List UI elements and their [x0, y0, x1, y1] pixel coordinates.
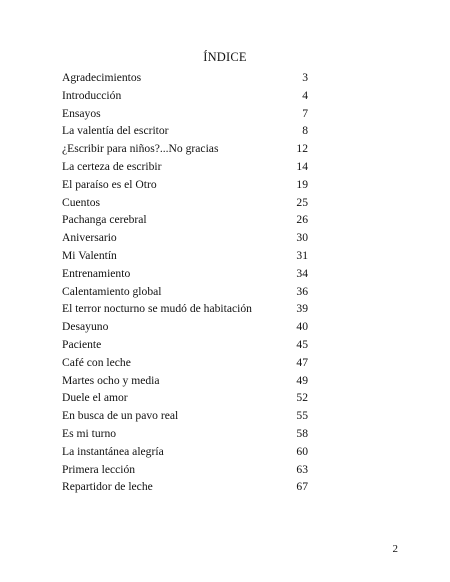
toc-entry-page: 52 [296, 391, 308, 405]
toc-entry-title: El terror nocturno se mudó de habitación [62, 302, 252, 316]
toc-entry-title: Agradecimientos [62, 71, 142, 84]
toc-entry-page: 39 [296, 302, 308, 316]
toc-entry-page: 30 [296, 231, 308, 245]
toc-entry [62, 443, 308, 461]
toc-entry [62, 229, 308, 247]
toc-entry-page: 49 [296, 373, 308, 387]
page-number: 2 [392, 543, 398, 555]
toc-entry-page: 45 [296, 337, 308, 351]
toc-entry [62, 211, 308, 229]
toc-entry [62, 265, 308, 283]
toc-entry [62, 176, 308, 194]
toc-entry-title: Cuentos [62, 195, 101, 209]
toc-entry [62, 247, 308, 265]
toc-entry-page: 19 [296, 177, 308, 191]
toc-entry [62, 105, 308, 123]
toc-entry [62, 478, 308, 496]
toc-entry-page: 60 [296, 444, 308, 458]
toc-entry-page: 4 [302, 88, 308, 102]
toc-entry-title: Aniversario [62, 231, 117, 245]
toc-entry [62, 283, 308, 301]
toc-entry-page: 31 [296, 248, 308, 262]
toc-entry-page: 67 [296, 480, 308, 494]
toc-entry-title: En busca de un pavo real [62, 409, 179, 423]
toc-entry [62, 354, 308, 372]
toc-entry [62, 300, 308, 318]
toc-entry-title: Café con leche [62, 355, 131, 369]
toc-entry-page: 34 [296, 266, 308, 280]
toc-entry-title: Introducción [62, 88, 122, 102]
toc-entry-title: Primera lección [62, 462, 136, 476]
toc-entry-page: 14 [296, 159, 308, 173]
toc-entry [62, 407, 308, 425]
toc-entry [62, 158, 308, 176]
toc-entry-title: Mi Valentín [62, 248, 117, 262]
toc-entry [62, 461, 308, 479]
toc-entry-page: 3 [302, 71, 308, 84]
toc-entry-page: 8 [302, 124, 308, 138]
toc-entry-page: 63 [296, 462, 308, 476]
toc-entry-page: 55 [296, 409, 308, 423]
toc-entry [62, 122, 308, 140]
index-title: ÍNDICE [203, 50, 247, 64]
toc-entry [62, 372, 308, 390]
toc-entry-title: Ensayos [62, 106, 101, 120]
toc-entry [62, 140, 308, 158]
toc-entry-title: El paraíso es el Otro [62, 177, 157, 191]
toc-entry-title: La instantánea alegría [62, 444, 164, 458]
toc-entry-page: 7 [302, 106, 308, 120]
toc-entry [62, 69, 308, 87]
toc-entry-title: Pachanga cerebral [62, 213, 147, 227]
toc-entry [62, 194, 308, 212]
toc-entry-title: Repartidor de leche [62, 480, 153, 494]
toc-entry-title: Duele el amor [62, 391, 128, 405]
toc-entry-title: Paciente [62, 337, 102, 351]
toc-entry [62, 425, 308, 443]
toc-entry-page: 40 [296, 320, 308, 334]
toc-entry [62, 87, 308, 105]
toc-entry-title: ¿Escribir para niños?...No gracias [62, 142, 219, 156]
toc-entry-page: 26 [296, 213, 308, 227]
toc-entry-title: La valentía del escritor [62, 124, 169, 138]
toc-entry [62, 318, 308, 336]
toc-entry-page: 25 [296, 195, 308, 209]
toc-entry-page: 47 [296, 355, 308, 369]
table-of-contents [62, 69, 308, 496]
toc-entry [62, 336, 308, 354]
toc-entry-title: Es mi turno [62, 426, 117, 440]
toc-entry-title: La certeza de escribir [62, 159, 162, 173]
toc-entry-title: Martes ocho y media [62, 373, 160, 387]
toc-entry-page: 36 [296, 284, 308, 298]
toc-entry [62, 389, 308, 407]
toc-entry-title: Desayuno [62, 320, 109, 334]
toc-entry-title: Calentamiento global [62, 284, 162, 298]
toc-entry-title: Entrenamiento [62, 266, 131, 280]
toc-entry-page: 58 [296, 426, 308, 440]
toc-entry-page: 12 [296, 142, 308, 156]
